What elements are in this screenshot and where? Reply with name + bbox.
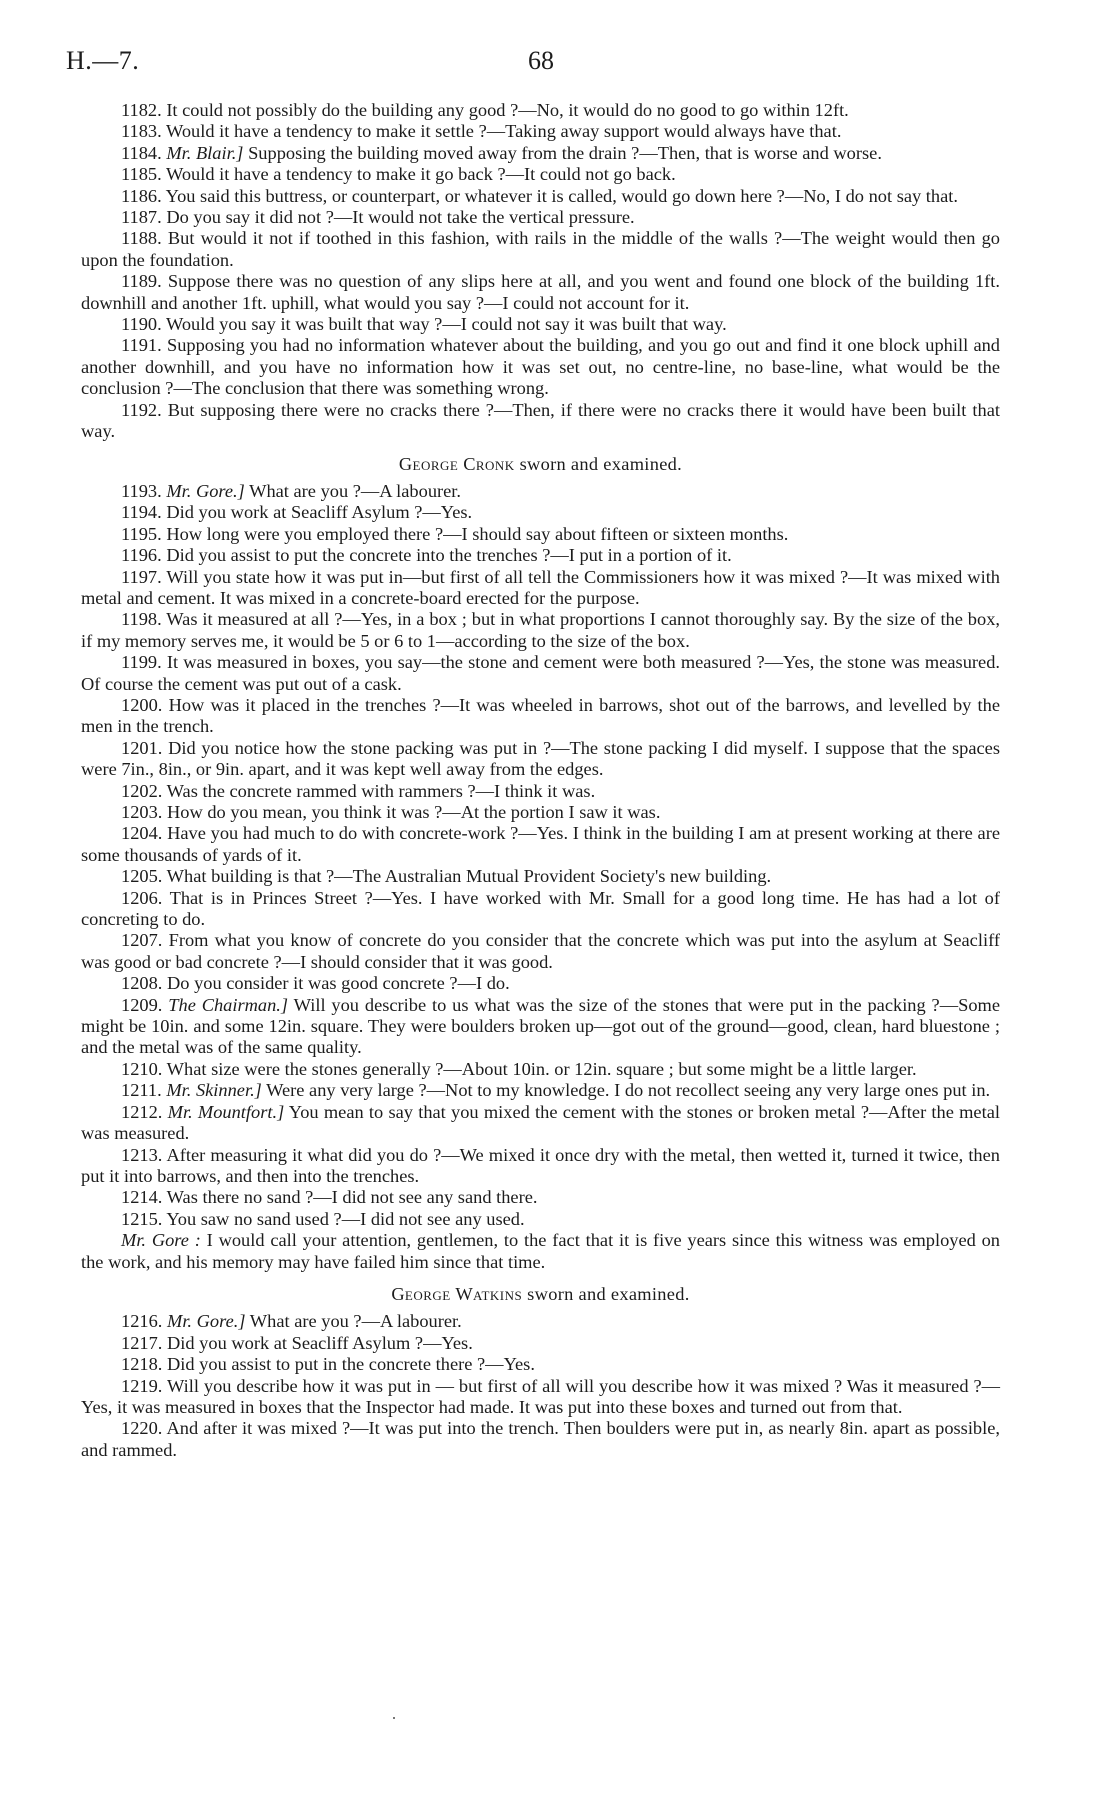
paragraph-text: Was it measured at all ?—Yes, in a box ; but in what proportions I cannot thoroughly say. By the size of the box, if my memory serves me, it would be 5 or 6 to 1—according to the size of the box. (81, 609, 1000, 651)
document-reference: H.—7. (66, 46, 140, 75)
question-number: 1196. (121, 545, 162, 566)
paragraph-text: But supposing there were no cracks there ?—Then, if there were no cracks there it would have been built that way. (81, 399, 1000, 442)
paragraph-text: It could not possibly do the building any good ?—No, it would do no good to go within 12ft. (166, 100, 849, 120)
paragraph-text: Will you describe to us what was the size of the stones that were put in the packing ?—Some might be 10in. and some 12in. square. They were boulders broken up—got out of the ground—good, clean, hard bluestone ; and the metal was of the same quality. (81, 994, 1000, 1058)
testimony-paragraph (81, 545, 1000, 566)
paragraph-text: What are you ?—A labourer. (249, 480, 462, 501)
testimony-paragraph (81, 567, 1000, 610)
question-number: 1215. (121, 1208, 163, 1229)
testimony-paragraph (81, 1209, 1000, 1230)
testimony-paragraph (81, 1311, 1000, 1332)
question-number: 1220. (121, 1418, 163, 1439)
testimony-paragraph (81, 228, 1000, 271)
question-number: 1207. (121, 930, 163, 951)
paragraph-text: Would you say it was built that way ?—I could not say it was built that way. (165, 314, 727, 335)
question-number: 1218. (121, 1354, 163, 1375)
paragraph-text: That is in Princes Street ?—Yes. I have worked with Mr. Small for a good long time. He has had a lot of concreting to do. (81, 887, 1000, 930)
testimony-paragraph (81, 164, 1000, 185)
speaker-name: Mr. Gore : (121, 1230, 201, 1251)
paragraph-text: And after it was mixed ?—It was put into the trench. Then boulders were put in, as nearly 8in. apart as possible, and rammed. (81, 1418, 1000, 1460)
question-number: 1195. (121, 523, 162, 544)
paragraph-text: Will you state how it was put in—but first of all tell the Commissioners how it was mixed ?—It was mixed with metal and cement. It was mixed in a concrete-board erected for the purpose. (81, 566, 1000, 608)
question-number: 1217. (121, 1332, 163, 1353)
testimony-paragraph (81, 802, 1000, 823)
testimony-paragraph (81, 524, 1000, 545)
question-number: 1201. (121, 737, 163, 758)
paragraph-text: How long were you employed there ?—I should say about fifteen or sixteen months. (166, 523, 789, 544)
paragraph-text: Did you notice how the stone packing was put in ?—The stone packing I did myself. I suppose that the spaces were 7in., 8in., or 9in. apart, and it was kept well away from the edges. (81, 737, 1000, 780)
question-number: 1219. (121, 1375, 163, 1396)
question-number: 1193. (121, 480, 162, 501)
testimony-paragraph (81, 335, 1000, 399)
testimony-paragraph (81, 1333, 1000, 1354)
testimony-paragraph (81, 1145, 1000, 1188)
question-number: 1209. (121, 994, 163, 1015)
question-number: 1184. (121, 142, 162, 163)
testimony-paragraph (81, 207, 1000, 228)
question-number: 1203. (121, 802, 163, 822)
paragraph-text: Supposing you had no information whatever about the building, and you go out and find it one block uphill and another downhill, and you have no information how it was set out, no centre-line, no base-line, what would be the conclusion ?—The conclusion that there was something wrong. (81, 335, 1000, 399)
testimony-paragraph (81, 1102, 1000, 1145)
question-number: 1199. (121, 652, 162, 673)
paragraph-text: Did you work at Seacliff Asylum ?—Yes. (166, 502, 473, 523)
testimony-paragraph (81, 738, 1000, 781)
witness-heading: George Cronk sworn and examined. (398, 453, 683, 474)
question-number: 1210. (121, 1058, 163, 1079)
question-number: 1214. (121, 1187, 163, 1208)
question-number: 1194. (121, 502, 162, 523)
paragraph-group (81, 100, 1000, 443)
question-number: 1208. (121, 973, 163, 994)
question-number: 1182. (121, 100, 162, 120)
paragraph-group (81, 481, 1000, 1273)
paragraph-group (81, 1311, 1000, 1461)
testimony-paragraph (81, 888, 1000, 931)
testimony-paragraph (81, 400, 1000, 443)
question-number: 1202. (121, 780, 163, 801)
paragraph-text: Will you describe how it was put in — but first of all will you describe how it was mixed ? Was it measured ?—Yes, it was measured in boxes that the Inspector had made. It was put into these boxes and turned out from that. (81, 1375, 1001, 1417)
testimony-paragraph (81, 1059, 1000, 1080)
question-number: 1211. (121, 1080, 162, 1101)
paragraph-text: From what you know of concrete do you consider that the concrete which was put into the asylum at Seacliff was good or bad concrete ?—I should consider that it was good. (81, 930, 1000, 972)
question-number: 1200. (121, 694, 163, 715)
paragraph-text: Do you say it did not ?—It would not take the vertical pressure. (166, 207, 635, 228)
paragraph-text: But would it not if toothed in this fashion, with rails in the middle of the walls ?—The weight would then go upon the foundation. (81, 228, 1000, 270)
speaker-name: Mr. Blair.] (166, 142, 244, 163)
testimony-paragraph (81, 502, 1000, 523)
paragraph-text: Would it have a tendency to make it go back ?—It could not go back. (165, 164, 676, 185)
testimony-paragraph (81, 823, 1000, 866)
paragraph-text: Would it have a tendency to make it settle ?—Taking away support would always have that. (165, 121, 842, 142)
paragraph-text: Have you had much to do with concrete-work ?—Yes. I think in the building I am at present working at there are some thousands of yards of it. (81, 823, 1000, 865)
speaker-name: Mr. Skinner.] (166, 1080, 262, 1101)
paragraph-text: Did you assist to put in the concrete there ?—Yes. (167, 1354, 535, 1375)
question-number: 1188. (121, 228, 162, 249)
testimony-paragraph (81, 481, 1000, 502)
paragraph-text: I would call your attention, gentlemen, to the fact that it is five years since this witness was employed on the work, and his memory may have failed him since that time. (81, 1230, 1000, 1272)
paragraph-text: How was it placed in the trenches ?—It was wheeled in barrows, shot out of the barrows, and levelled by the men in the trench. (81, 694, 1000, 737)
question-number: 1187. (121, 207, 162, 228)
testimony-paragraph (81, 1376, 1000, 1419)
question-number: 1191. (121, 335, 162, 356)
paragraph-text: What size were the stones generally ?—About 10in. or 12in. square ; but some might be a little larger. (166, 1058, 917, 1079)
testimony-paragraph (81, 609, 1000, 652)
question-number: 1205. (121, 866, 163, 887)
speaker-name: The Chairman.] (168, 994, 289, 1015)
paragraph-text: What building is that ?—The Australian Mutual Provident Society's new building. (166, 866, 772, 887)
testimony-paragraph (81, 1418, 1000, 1461)
testimony-paragraph (81, 1187, 1000, 1208)
paragraph-text: Do you consider it was good concrete ?—I do. (167, 973, 510, 994)
speaker-name: Mr. Gore.] (167, 1311, 246, 1332)
testimony-paragraph (81, 973, 1000, 994)
paragraph-text: Did you work at Seacliff Asylum ?—Yes. (167, 1332, 473, 1353)
testimony-paragraph (81, 143, 1000, 164)
paragraph-text: Was the concrete rammed with rammers ?—I think it was. (166, 780, 596, 801)
testimony-paragraph (81, 186, 1000, 207)
testimony-paragraph (81, 866, 1000, 887)
testimony-paragraph (81, 1354, 1000, 1375)
testimony-paragraph (81, 1230, 1000, 1273)
question-number: 1183. (121, 121, 162, 142)
testimony-paragraph (81, 314, 1000, 335)
paragraph-text: Was there no sand ?—I did not see any sand there. (166, 1187, 538, 1208)
question-number: 1185. (121, 164, 162, 185)
page-number: 68 (528, 46, 554, 75)
question-number: 1189. (121, 271, 162, 292)
paragraph-text: What are you ?—A labourer. (249, 1311, 462, 1332)
speaker-name: Mr. Mountfort.] (167, 1101, 285, 1122)
paragraph-text: Suppose there was no question of any slips here at all, and you went and found one block of the building 1ft. downhill and another 1ft. uphill, what would you say ?—I could not account for it. (81, 271, 1000, 313)
print-speck (393, 1717, 395, 1719)
question-number: 1197. (121, 566, 162, 587)
question-number: 1206. (121, 887, 163, 908)
testimony-paragraph (81, 121, 1000, 142)
paragraph-text: Were any very large ?—Not to my knowledge. I do not recollect seeing any very large ones put in. (266, 1080, 991, 1101)
testimony-paragraph (81, 100, 1000, 121)
paragraph-text: You saw no sand used ?—I did not see any used. (166, 1208, 525, 1229)
question-number: 1186. (121, 185, 162, 206)
testimony-paragraph (81, 781, 1000, 802)
testimony-paragraph (81, 930, 1000, 973)
question-number: 1190. (121, 314, 162, 335)
testimony-paragraph (81, 271, 1000, 314)
question-number: 1198. (121, 609, 162, 630)
question-number: 1212. (121, 1101, 163, 1122)
document-body (81, 100, 1000, 1461)
paragraph-text: You mean to say that you mixed the cement with the stones or broken metal ?—After the metal was measured. (81, 1101, 1000, 1144)
question-number: 1213. (121, 1144, 163, 1165)
paragraph-text: Did you assist to put the concrete into the trenches ?—I put in a portion of it. (166, 545, 732, 566)
question-number: 1192. (121, 399, 162, 420)
paragraph-text: You said this buttress, or counterpart, or whatever it is called, would go down here ?—No, I do not say that. (165, 185, 958, 206)
question-number: 1204. (121, 823, 163, 844)
paragraph-text: It was measured in boxes, you say—the stone and cement were both measured ?—Yes, the stone was measured. Of course the cement was put out of a cask. (81, 652, 1000, 694)
paragraph-text: After measuring it what did you do ?—We mixed it once dry with the metal, then wetted it, turned it twice, then put it into barrows, and then into the trenches. (81, 1144, 1000, 1186)
testimony-paragraph (81, 995, 1000, 1059)
testimony-paragraph (81, 652, 1000, 695)
paragraph-text: How do you mean, you think it was ?—At the portion I saw it was. (167, 802, 661, 822)
testimony-paragraph (81, 1080, 1000, 1101)
paragraph-text: Supposing the building moved away from the drain ?—Then, that is worse and worse. (248, 142, 882, 163)
question-number: 1216. (121, 1311, 163, 1332)
testimony-paragraph (81, 695, 1000, 738)
witness-heading: George Watkins sworn and examined. (391, 1283, 690, 1304)
speaker-name: Mr. Gore.] (166, 480, 245, 501)
